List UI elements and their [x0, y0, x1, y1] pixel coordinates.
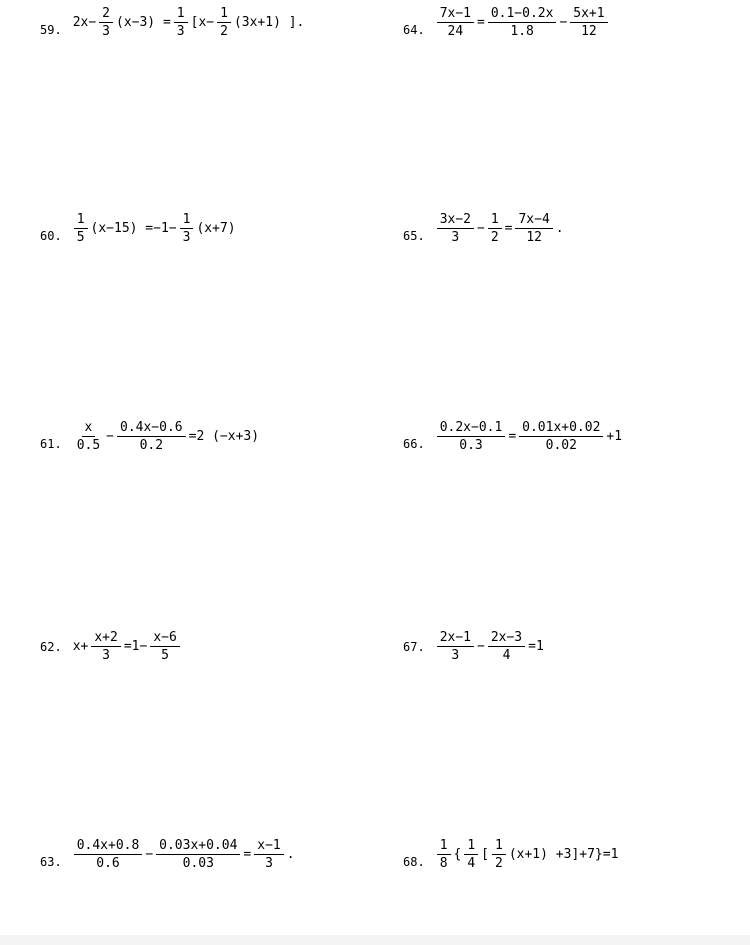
fraction: [91, 630, 120, 663]
numerator: 2x−3: [488, 630, 525, 647]
fraction: [437, 420, 506, 453]
denominator: 5: [161, 648, 169, 663]
numerator: 1: [488, 212, 502, 229]
numerator: 1: [217, 6, 231, 23]
equation-text: =: [508, 429, 517, 444]
denominator: 3: [176, 24, 185, 39]
fraction: [515, 212, 552, 245]
numerator: 0.4x−0.6: [117, 420, 186, 437]
problem-number: 61.: [40, 437, 62, 451]
denominator: 3: [102, 24, 110, 39]
problem-67: [403, 630, 545, 663]
equation-text: [: [481, 847, 489, 862]
problem-66: [403, 420, 623, 453]
problem-number: 60.: [40, 229, 62, 243]
fraction: [99, 6, 113, 39]
denominator: 1.8: [510, 24, 534, 39]
numerator: 7x−4: [515, 212, 552, 229]
numerator: x: [82, 420, 96, 437]
problem-number: 66.: [403, 437, 425, 451]
equation-text: (x+7): [196, 221, 236, 236]
fraction: [570, 6, 607, 39]
denominator: 3: [265, 856, 273, 871]
equation-text: =: [243, 847, 252, 862]
problem-number: 59.: [40, 23, 62, 37]
denominator: 3: [102, 648, 110, 663]
numerator: 1: [437, 838, 451, 855]
fraction: [519, 420, 603, 453]
fraction: [437, 630, 474, 663]
equation-text: −: [106, 429, 114, 444]
denominator: 2: [220, 24, 228, 39]
numerator: 0.1−0.2x: [488, 6, 557, 23]
problem-number: 64.: [403, 23, 425, 37]
problem-63: [40, 838, 296, 871]
denominator: 0.5: [76, 438, 101, 453]
problem-number: 63.: [40, 855, 62, 869]
denominator: 24: [447, 24, 464, 39]
denominator: 12: [581, 24, 597, 39]
numerator: x−1: [254, 838, 283, 855]
fraction: [488, 6, 557, 39]
equation-text: +1: [606, 429, 623, 444]
numerator: 1: [492, 838, 506, 855]
numerator: 1: [464, 838, 478, 855]
equation-text: [x−: [190, 15, 215, 30]
equation-text: (x+1) +3]+7}=1: [508, 847, 619, 862]
denominator: 8: [439, 856, 448, 871]
fraction: [488, 212, 502, 245]
equation-text: .: [286, 847, 295, 862]
equation-text: =1: [528, 639, 544, 654]
problem-number: 62.: [40, 639, 62, 654]
numerator: 0.01x+0.02: [519, 420, 603, 437]
denominator: 3: [451, 648, 460, 663]
numerator: 2: [99, 6, 113, 23]
denominator: 2: [490, 230, 499, 245]
denominator: 0.02: [545, 438, 577, 453]
equation-text: −: [477, 221, 485, 236]
fraction: [150, 630, 179, 663]
problem-number: 65.: [403, 229, 425, 243]
denominator: 5: [76, 230, 85, 245]
equation-text: (x−3) =: [116, 15, 171, 30]
denominator: 0.6: [96, 856, 120, 871]
problem-number: 68.: [403, 855, 425, 869]
numerator: 0.2x−0.1: [437, 420, 506, 437]
problem-59: [40, 6, 305, 39]
fraction: [74, 838, 143, 871]
equation-text: =1−: [123, 639, 148, 654]
problem-64: [403, 6, 610, 39]
equation-text: .: [555, 221, 564, 236]
numerator: x−6: [150, 630, 179, 647]
fraction: [74, 420, 103, 453]
fraction: [217, 6, 231, 39]
denominator: 3: [182, 230, 191, 245]
problem-68: [403, 838, 619, 871]
problem-60: [40, 212, 237, 245]
fraction: [464, 838, 478, 871]
problem-61: [40, 420, 260, 453]
equation-text: −: [477, 639, 485, 654]
numerator: 1: [74, 212, 88, 229]
equation-text: x+: [72, 639, 89, 654]
equation-text: 2x−: [72, 15, 97, 30]
numerator: 0.4x+0.8: [74, 838, 143, 855]
fraction: [492, 838, 506, 871]
equation-text: −: [145, 847, 154, 862]
denominator: 0.03: [182, 856, 214, 871]
equation-text: =2 (−x+3): [188, 429, 260, 444]
numerator: x+2: [91, 630, 120, 647]
fraction: [117, 420, 186, 453]
denominator: 4: [467, 856, 476, 871]
denominator: 0.2: [139, 438, 164, 453]
page-footer-band: [0, 935, 750, 945]
equation-text: (3x+1) ].: [233, 15, 305, 30]
equation-text: =: [477, 15, 485, 30]
fraction: [156, 838, 240, 871]
denominator: 2: [495, 856, 503, 871]
fraction: [437, 212, 474, 245]
fraction: [180, 212, 194, 245]
denominator: 4: [502, 648, 511, 663]
denominator: 12: [526, 230, 542, 245]
fraction: [437, 6, 474, 39]
numerator: 0.03x+0.04: [156, 838, 240, 855]
denominator: 0.3: [459, 438, 483, 453]
numerator: 1: [174, 6, 188, 23]
fraction: [488, 630, 525, 663]
numerator: 5x+1: [570, 6, 607, 23]
numerator: 1: [180, 212, 194, 229]
numerator: 7x−1: [437, 6, 474, 23]
problem-number: 67.: [403, 639, 425, 654]
numerator: 3x−2: [437, 212, 474, 229]
equation-text: {: [453, 847, 462, 862]
problem-62: [40, 630, 182, 663]
fraction: [254, 838, 283, 871]
equation-text: −: [559, 15, 568, 30]
equation-text: =: [504, 221, 513, 236]
numerator: 2x−1: [437, 630, 474, 647]
equation-text: (x−15) =−1−: [90, 221, 177, 236]
fraction: [74, 212, 88, 245]
denominator: 3: [451, 230, 460, 245]
fraction: [437, 838, 451, 871]
fraction: [174, 6, 188, 39]
problem-65: [403, 212, 565, 245]
